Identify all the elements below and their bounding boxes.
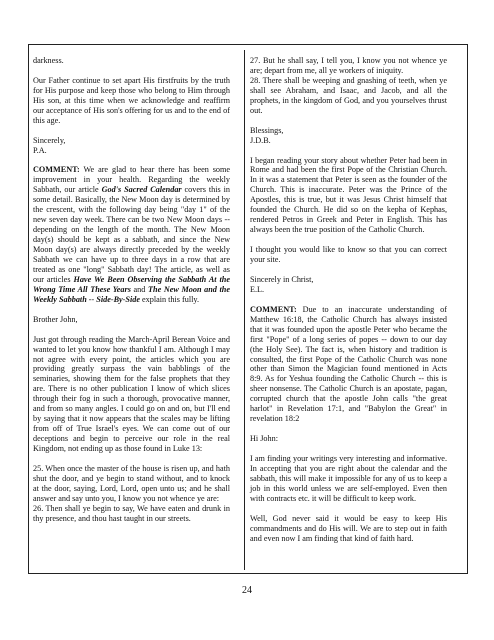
comment-text: We are glad to hear there has been some improvement in your health. Regarding the weekly Sabbath, our article [33, 165, 230, 195]
paragraph: darkness. [33, 56, 64, 65]
comment-text: Due to an inaccurate understanding of Matthew 16:18, the Catholic Church has always insisted that it was founded upon the apostle Peter who became the first "Pope" of a long series of popes -- down to our day (the Holy See). The fact is, when history and tradition is consulted, the first Pope of the Catholic Church was none other than Simon the Magician found mentioned in Acts 8:9. As for Yeshua founding the Catholic Church -- this is sheer nonsense. The Catholic Church is an apostate, pagan, corrupted church that the apostle John calls "the great harlot" in Revelation 17:1, and "Babylon the Great" in revelation 18:2 [250, 304, 447, 424]
paragraph: Well, God never said it would be easy to keep His commandments and do His will. We are to step out in faith and even now I am finding that kind of faith hard. [250, 513, 447, 543]
page-number: 24 [242, 585, 252, 596]
paragraph: Our Father continue to set apart His firstfruits by the truth for His purpose and keep those who belong to Him through His son, at this time when we acknowledge and reaffirm our acceptance of His son's offering for us and to the end of this age. [33, 75, 230, 125]
signature: P.A. [33, 145, 47, 155]
scripture-verse: 27. But he shall say, I tell you, I know you not whence ye are; depart from me, all ye workers of iniquity. [250, 56, 447, 75]
salutation: Hi John: [250, 434, 278, 444]
right-column [250, 56, 447, 554]
article-title: The New Moon and the Weekly Sabbath -- Side-By-Side [33, 284, 230, 304]
comment-text: and [130, 284, 149, 294]
paragraph: I thought you would like to know so that you can correct your site. [250, 245, 447, 265]
salutation: Brother John, [33, 314, 78, 324]
article-title: Have We Been Observing the Sabbath At the Wrong Time All These Years [33, 274, 230, 294]
comment-text: explain this fully. [139, 294, 199, 304]
column-divider [244, 50, 245, 570]
comment-paragraph [250, 305, 447, 424]
scripture-verse: 25. When once the master of the house is risen up, and hath shut the door, and ye begin to stand without, and to knock at the door, saying, Lord, Lord, open unto us; and he shall answer and say unto you, I know you not whence ye are: [33, 463, 230, 503]
paragraph: I am finding your writings very interesting and informative. In accepting that you are right about the calendar and the sabbath, this will make it impossible for any of us to keep a job in this world unless we are self-employed. Even then with contracts etc. it will be difficult to keep work. [250, 454, 447, 503]
paragraph: I began reading your story about whether Peter had been in Rome and had been the first Pope of the Christian Church. In it was a statement that Peter is seen as the founder of the Church. This is inaccurate. Peter was the Prince of the Apostles, this is true, but it was Jesus Christ himself that founded the Church. He did so on the kepha of Kephas, rendered Petros in Greek and Peter in English. This has always been the true position of the Catholic Church. [250, 155, 447, 235]
signature: E.L. [250, 284, 265, 294]
signoff: Sincerely, [33, 135, 66, 145]
signature: J.D.B. [250, 135, 271, 145]
comment-text: covers this in some detail. Basically, the New Moon day is determined by the crescent, with the following day being "day 1" of the new seven day week. There can be two New Moon days -- depending on the length of the month. The New Moon day(s) should be kept as a sabbath, and since the New Moon day(s) are always directly preceded by the weekly Sabbath we can have up to three days in a row that are treated as one "long" Sabbath day! The article, as well as our articles [33, 185, 230, 284]
left-column [33, 56, 230, 534]
comment-label: COMMENT: [33, 165, 80, 175]
scripture-verse: 28. There shall be weeping and gnashing of teeth, when ye shall see Abraham, and Isaac, and Jacob, and all the prophets, in the kingdom of God, and you yourselves thrust out. [250, 75, 447, 115]
article-title: God's Sacred Calendar [101, 185, 182, 195]
comment-label: COMMENT: [250, 304, 297, 314]
comment-paragraph [33, 165, 230, 304]
paragraph: Just got through reading the March-April Berean Voice and wanted to let you know how thankful I am. Although I may not agree with every point, the articles which you are providing greatly surpass the vain babblings of the seminaries, showing them for the false prophets that they are. There is no other publication I know of which slices through their fog in such a thorough, provocative manner, and from so many angles. I could go on and on, but I'll end by saying that it now appears that the scales may be lifting from off of True Israel's eyes. We can come out of our deceptions and begin to perceive our role in the real Kingdom, not ending up as those found in Luke 13: [33, 334, 230, 454]
signoff: Sincerely in Christ, [250, 274, 314, 284]
signoff: Blessings, [250, 125, 284, 135]
scripture-verse: 26. Then shall ye begin to say, We have eaten and drunk in thy presence, and thou hast taught in our streets. [33, 503, 230, 523]
